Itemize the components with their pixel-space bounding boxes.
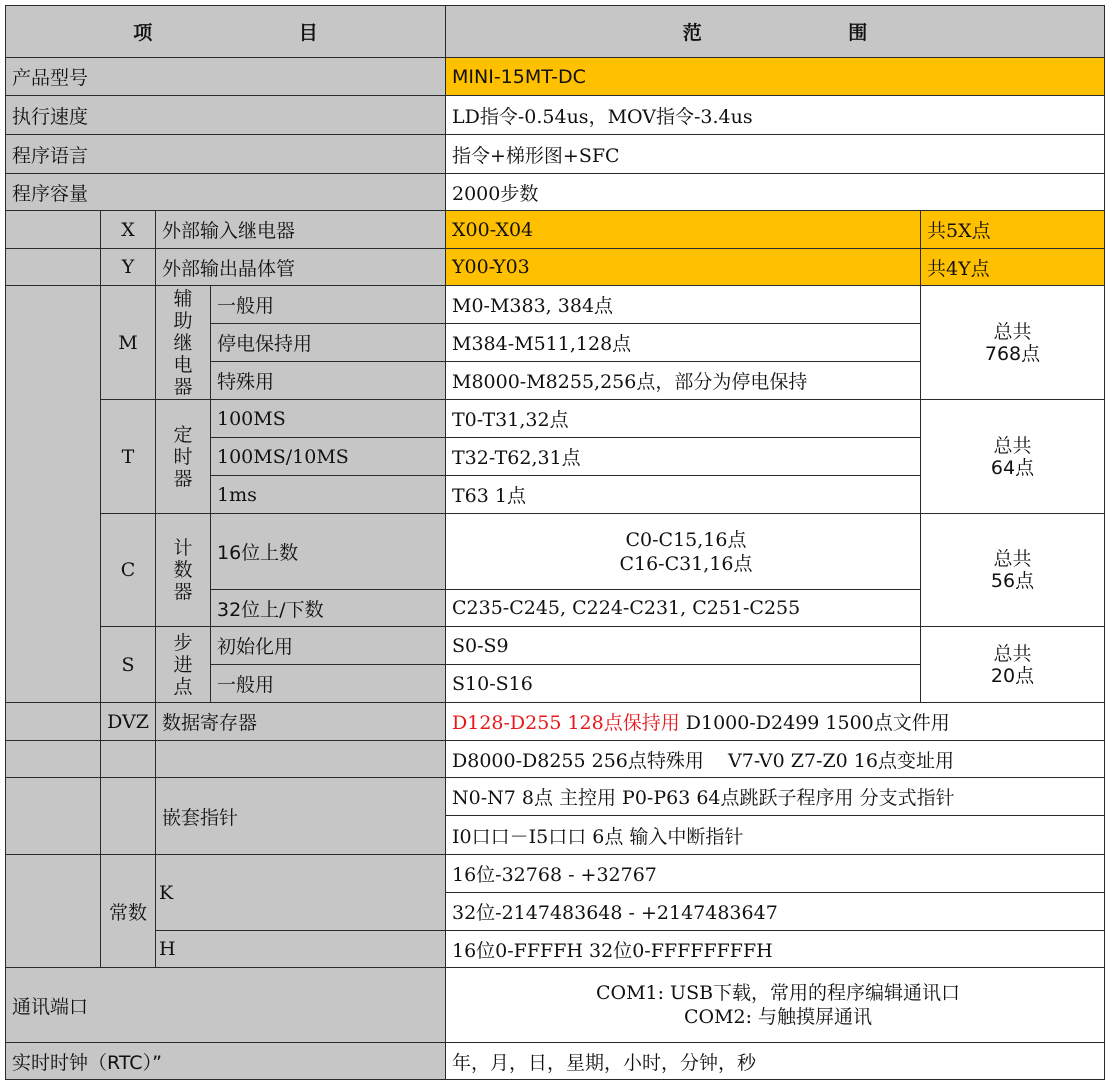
m-row-range: M0-M383, 384点 — [445, 285, 921, 324]
dvz-name: 数据寄存器 — [155, 702, 446, 741]
x-name: 外部输入继电器 — [155, 210, 446, 249]
dvz-line1 — [445, 702, 1105, 741]
constant-k-code: K — [155, 854, 446, 931]
s-row-name: 一般用 — [210, 664, 446, 703]
c-row-name: 16位上数 — [210, 513, 446, 590]
rtc-label: 实时时钟（RTC）” — [5, 1042, 446, 1080]
constant-label: 常数 — [100, 854, 156, 968]
t-row-range: T63 1点 — [445, 475, 921, 514]
comm-port-value: COM1: USB下载，常用的程序编辑通讯口 COM2: 与触摸屏通讯 — [445, 967, 1105, 1043]
s-row-name: 初始化用 — [210, 626, 446, 665]
c-code: C — [100, 513, 156, 627]
m-total: 总共 768点 — [920, 285, 1105, 400]
blank-cell — [100, 777, 156, 855]
constant-k-line1: 16位-32768 - +32767 — [445, 854, 1105, 893]
comm-port-label: 通讯端口 — [5, 967, 446, 1043]
m-row-name: 一般用 — [210, 285, 446, 324]
x-range: X00-X04 — [445, 210, 921, 249]
c-row-name: 32位上/下数 — [210, 589, 446, 627]
m-row-name: 停电保持用 — [210, 323, 446, 362]
pointer-line2: I0口口－I5口口 6点 输入中断指针 — [445, 815, 1105, 855]
blank-cell — [5, 285, 101, 703]
header-range: 范 围 — [445, 5, 1105, 58]
blank-cell — [5, 777, 101, 855]
t-total: 总共 64点 — [920, 399, 1105, 514]
t-row-name: 1ms — [210, 475, 446, 514]
exec-speed-value: LD指令-0.54us，MOV指令-3.4us — [445, 95, 1105, 135]
program-capacity-label: 程序容量 — [5, 173, 446, 211]
program-capacity-value: 2000步数 — [445, 173, 1105, 211]
product-model-label: 产品型号 — [5, 57, 446, 96]
blank-cell — [5, 854, 101, 968]
m-group-label: 辅 助 继 电 器 — [155, 285, 211, 400]
c-row-range: C235-C245, C224-C231, C251-C255 — [445, 589, 921, 627]
c-total: 总共 56点 — [920, 513, 1105, 627]
dvz-file-range: D1000-D2499 1500点文件用 — [679, 712, 950, 734]
blank-cell — [5, 740, 101, 778]
s-total: 总共 20点 — [920, 626, 1105, 703]
constant-k-line2: 32位-2147483648 - +2147483647 — [445, 892, 1105, 931]
rtc-value: 年，月，日，星期，小时，分钟，秒 — [445, 1042, 1105, 1080]
pointer-name: 嵌套指针 — [155, 777, 446, 855]
y-range: Y00-Y03 — [445, 248, 921, 286]
t-group-label: 定 时 器 — [155, 399, 211, 514]
m-row-range: M384-M511,128点 — [445, 323, 921, 362]
y-total: 共4Y点 — [920, 248, 1105, 286]
constant-h-code: H — [155, 930, 446, 968]
dvz-code: DVZ — [100, 702, 156, 741]
blank-cell — [5, 210, 101, 249]
s-row-range: S10-S16 — [445, 664, 921, 703]
t-code: T — [100, 399, 156, 514]
blank-cell — [155, 740, 446, 778]
product-model-value: MINI-15MT-DC — [445, 57, 1105, 96]
y-code: Y — [100, 248, 156, 286]
m-code: M — [100, 285, 156, 400]
s-group-label: 步 进 点 — [155, 626, 211, 703]
x-total: 共5X点 — [920, 210, 1105, 249]
pointer-line1: N0-N7 8点 主控用 P0-P63 64点跳跃子程序用 分支式指针 — [445, 777, 1105, 816]
exec-speed-label: 执行速度 — [5, 95, 446, 135]
x-code: X — [100, 210, 156, 249]
m-row-name: 特殊用 — [210, 361, 446, 400]
y-name: 外部输出晶体管 — [155, 248, 446, 286]
dvz-retain-range: D128-D255 128点保持用 — [452, 712, 680, 734]
c-group-label: 计 数 器 — [155, 513, 211, 627]
t-row-range: T0-T31,32点 — [445, 399, 921, 438]
t-row-range: T32-T62,31点 — [445, 437, 921, 476]
s-code: S — [100, 626, 156, 703]
dvz-line2: D8000-D8255 256点特殊用 V7-V0 Z7-Z0 16点变址用 — [445, 740, 1105, 778]
header-item: 项 目 — [5, 5, 446, 58]
blank-cell — [5, 248, 101, 286]
m-row-range: M8000-M8255,256点，部分为停电保持 — [445, 361, 921, 400]
program-language-value: 指令+梯形图+SFC — [445, 134, 1105, 174]
constant-h-value: 16位0-FFFFH 32位0-FFFFFFFFH — [445, 930, 1105, 968]
t-row-name: 100MS/10MS — [210, 437, 446, 476]
blank-cell — [100, 740, 156, 778]
t-row-name: 100MS — [210, 399, 446, 438]
program-language-label: 程序语言 — [5, 134, 446, 174]
blank-cell — [5, 702, 101, 741]
c-row-range: C0-C15,16点 C16-C31,16点 — [445, 513, 921, 590]
s-row-range: S0-S9 — [445, 626, 921, 665]
